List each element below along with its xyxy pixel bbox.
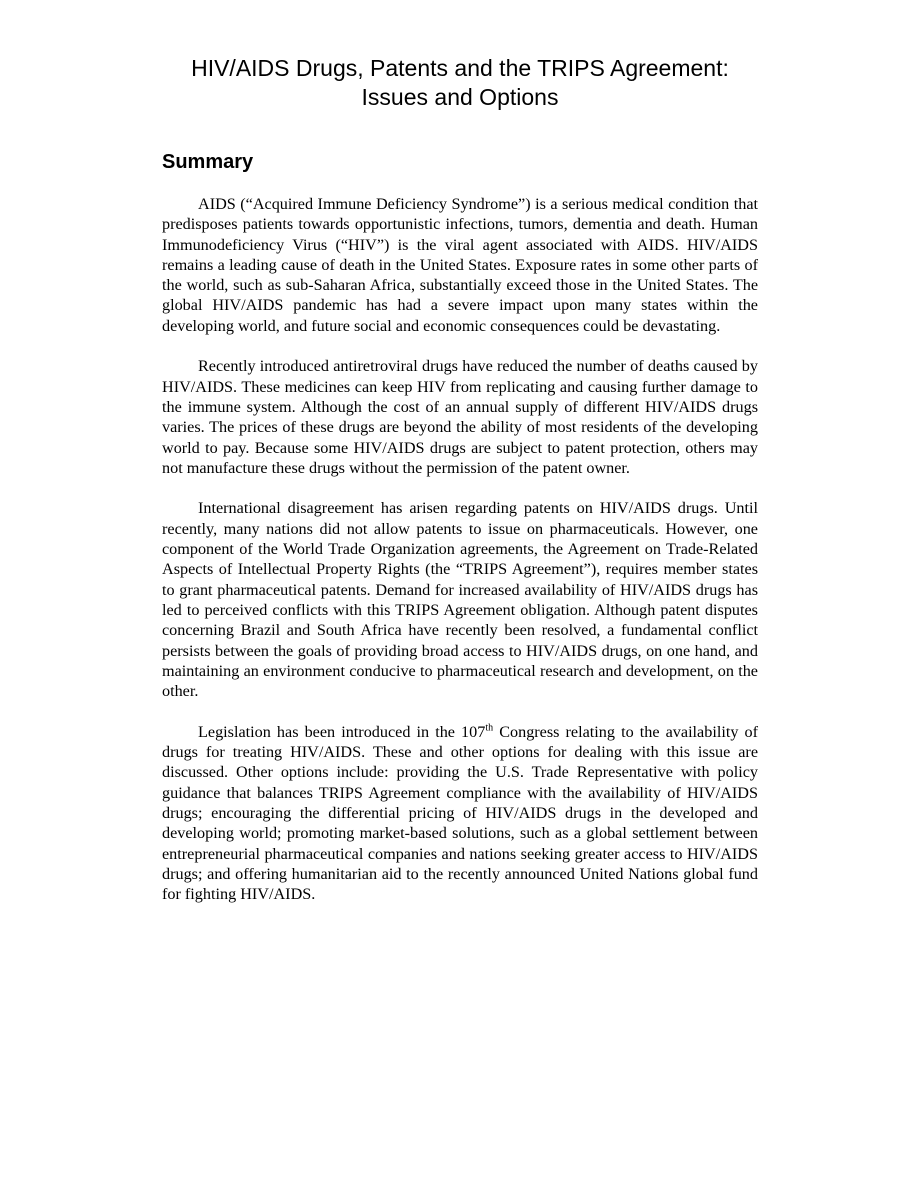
paragraph-4-text-after: Congress relating to the availability of drugs for treating HIV/AIDS. These and other options for dealing with this issue are discussed. Other options include: providing the U.S. Trade Representative with policy guidance that balances TRIPS Agreement compliance with the availability of HIV/AIDS drugs; encouraging the differential pricing of HIV/AIDS drugs in the developed and developing world; promoting market-based solutions, such as a global settlement between entrepreneurial pharmaceutical companies and nations seeking greater access to HIV/AIDS drugs; and offering humanitarian aid to the recently announced United Nations global fund for fighting HIV/AIDS. [162,722,758,904]
ordinal-superscript: th [485,722,494,734]
summary-paragraph-4 [162,722,758,905]
summary-paragraph-3: International disagreement has arisen regarding patents on HIV/AIDS drugs. Until recently, many nations did not allow patents to issue on pharmaceuticals. However, one component of the World Trade Organization agreements, the Agreement on Trade-Related Aspects of Intellectual Property Rights (the “TRIPS Agreement”), requires member states to grant pharmaceutical patents. Demand for increased availability of HIV/AIDS drugs has led to perceived conflicts with this TRIPS Agreement obligation. Although patent disputes concerning Brazil and South Africa have recently been resolved, a fundamental conflict persists between the goals of providing broad access to HIV/AIDS drugs, on one hand, and maintaining an environment conducive to pharmaceutical research and development, on the other. [162,499,758,701]
document-title-line-2: Issues and Options [361,84,559,110]
document-title-line-1: HIV/AIDS Drugs, Patents and the TRIPS Agreement: [191,55,729,81]
summary-paragraph-2: Recently introduced antiretroviral drugs have reduced the number of deaths caused by HIV/AIDS. These medicines can keep HIV from replicating and causing further damage to the immune system. Although the cost of an annual supply of different HIV/AIDS drugs varies. The prices of these drugs are beyond the ability of most residents of the developing world to pay. Because some HIV/AIDS drugs are subject to patent protection, others may not manufacture these drugs without the permission of the patent owner. [162,357,758,477]
section-heading-summary: Summary [162,151,254,173]
summary-body [162,194,758,925]
summary-paragraph-1: AIDS (“Acquired Immune Deficiency Syndrome”) is a serious medical condition that predisposes patients towards opportunistic infections, tumors, dementia and death. Human Immunodeficiency Virus (“HIV”) is the viral agent associated with AIDS. HIV/AIDS remains a leading cause of death in the United States. Exposure rates in some other parts of the world, such as sub-Saharan Africa, substantially exceed those in the United States. The global HIV/AIDS pandemic has had a severe impact upon many states within the developing world, and future social and economic consequences could be devastating. [162,195,758,335]
paragraph-4-text-before: Legislation has been introduced in the 107 [198,722,486,741]
document-title [100,54,820,112]
